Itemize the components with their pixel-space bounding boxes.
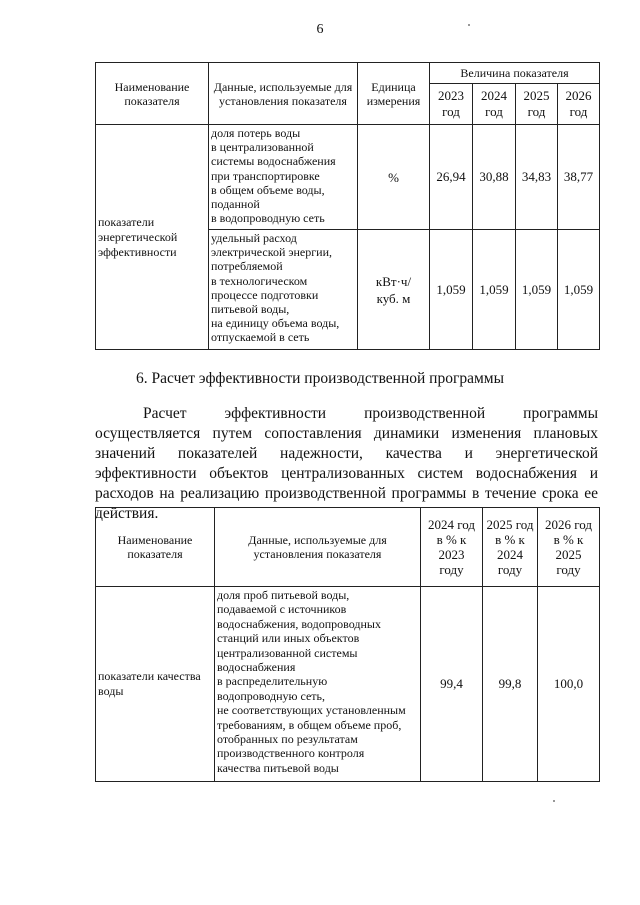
- header-year: 2026 год: [558, 84, 600, 125]
- scan-artifact: [553, 800, 555, 802]
- row-value: 34,83: [516, 125, 558, 230]
- header-year: 2024 год: [473, 84, 516, 125]
- row-description: доля потерь воды в централизованной системы водоснабжения при транспортировке в общем объеме воды, поданной в водопроводную сеть: [209, 125, 358, 230]
- row-value: 99,8: [483, 587, 538, 782]
- header-unit: Единица измерения: [358, 63, 430, 125]
- row-value: 26,94: [430, 125, 473, 230]
- row-value: 99,4: [421, 587, 483, 782]
- row-value: 1,059: [473, 230, 516, 350]
- row-description: удельный расход электрической энергии, потребляемой в технологическом процессе подготовки питьевой воды, на единицу объема воды, отпускаемой в сеть: [209, 230, 358, 350]
- row-value: 38,77: [558, 125, 600, 230]
- header-year: 2023 год: [430, 84, 473, 125]
- body-paragraph: Расчет эффективности производственной программы осуществляется путем сопоставления динамики изменения плановых значений показателей надежности, качества и энергетической эффективности объектов централизованных систем водоснабжения и расходов на реализацию производственной программы в течение срока ее действия.: [95, 405, 598, 522]
- row-unit: %: [358, 125, 430, 230]
- scan-artifact: [468, 24, 470, 26]
- row-unit: кВт·ч/ куб. м: [358, 230, 430, 350]
- row-description: доля проб питьевой воды, подаваемой с источников водоснабжения, водопроводных станций или иных объектов централизованной системы водоснабжения в распределительную водопроводную сеть, не соответствующих установленным требованиям, в общем объеме проб, отобранных по результатам производственного контроля качества питьевой воды: [215, 587, 421, 782]
- header-year-ratio: 2026 год в % к 2025 году: [538, 508, 600, 587]
- group-label: показатели энергетической эффективности: [96, 125, 209, 350]
- row-value: 1,059: [430, 230, 473, 350]
- header-year-ratio: 2024 год в % к 2023 году: [421, 508, 483, 587]
- row-value: 1,059: [558, 230, 600, 350]
- section-heading: 6. Расчет эффективности производственной программы: [136, 370, 504, 387]
- header-year: 2025 год: [516, 84, 558, 125]
- page-number: 6: [316, 22, 324, 37]
- header-value-group: Величина показателя: [430, 63, 600, 84]
- header-year-ratio: 2025 год в % к 2024 году: [483, 508, 538, 587]
- water-quality-table: [95, 507, 600, 782]
- row-value: 30,88: [473, 125, 516, 230]
- row-name: показатели качества воды: [96, 587, 215, 782]
- header-data: Данные, используемые для установления показателя: [215, 508, 421, 587]
- energy-efficiency-table: [95, 62, 600, 350]
- header-data: Данные, используемые для установления показателя: [209, 63, 358, 125]
- header-name: Наименование показателя: [96, 63, 209, 125]
- row-value: 1,059: [516, 230, 558, 350]
- header-name: Наименование показателя: [96, 508, 215, 587]
- row-value: 100,0: [538, 587, 600, 782]
